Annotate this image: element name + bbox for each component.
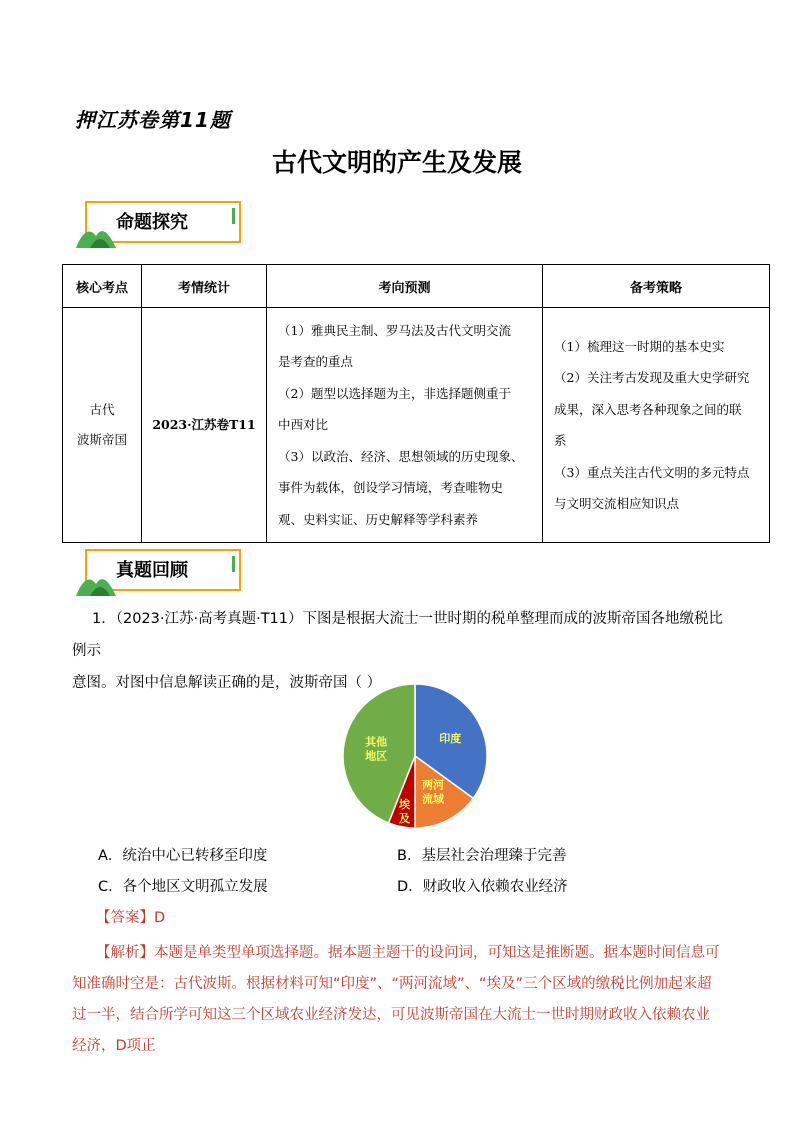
th-stat: 考情统计 (142, 265, 267, 308)
pie-label: 印度 (439, 732, 462, 746)
exam-table (62, 264, 770, 543)
forecast-line: 中西对比 (278, 417, 329, 433)
cell-core (63, 308, 142, 543)
strategy-line: 成果，深入思考各种现象之间的联 (554, 401, 742, 417)
pie-label: 地区 (365, 749, 388, 763)
option-a[interactable]: A．统治中心已转移至印度 (98, 848, 268, 864)
analysis-tag: 【解析】 (96, 945, 154, 961)
answer: 【答案】D (96, 910, 166, 926)
pie-label: 流域 (421, 792, 444, 806)
hills-icon (76, 566, 116, 596)
strategy-line: 与文明交流相应知识点 (554, 496, 680, 511)
section-header-explore (76, 196, 248, 248)
question-line: 1．（2023·江苏·高考真题·T11）下图是根据大流士一世时期的税单整理而成的波斯帝国各地缴税比例示 (72, 611, 724, 659)
pie-label: 及 (398, 812, 410, 826)
strategy-line: （2）关注考古发现及重大史学研究 (554, 370, 750, 385)
question-line: 意图。对图中信息解读正确的是，波斯帝国（ ） (72, 675, 382, 691)
option-c[interactable]: C．各个地区文明孤立发展 (98, 879, 268, 895)
table-row (63, 308, 770, 543)
section-label: 命题探究 (116, 212, 188, 233)
cell-strategy (543, 308, 770, 543)
core-line: 古代 (89, 402, 115, 417)
cell-stat: 2023·江苏卷T11 (142, 308, 267, 543)
table-header-row (63, 265, 770, 308)
forecast-line: （3）以政治、经济、思想领域的历史现象、 (278, 448, 524, 464)
forecast-line: 是考查的重点 (278, 354, 354, 370)
pie-label: 埃 (398, 798, 410, 812)
forecast-line: （2）题型以选择题为主，非选择题侧重于 (278, 385, 511, 401)
cell-forecast (267, 308, 543, 543)
strategy-line: 系 (554, 433, 567, 448)
th-core: 核心考点 (63, 265, 142, 308)
th-forecast: 考向预测 (267, 265, 543, 308)
tick-mark-icon (232, 208, 238, 224)
pie-chart (335, 676, 495, 836)
section-header-review (76, 544, 248, 596)
analysis (72, 938, 722, 1062)
forecast-line: 观、史料实证、历史解释等学科素养 (278, 511, 479, 527)
forecast-line: （1）雅典民主制、罗马法及古代文明交流 (278, 322, 511, 338)
option-b[interactable]: B．基层社会治理臻于完善 (397, 848, 567, 864)
forecast-line: 事件为载体，创设学习情境，考查唯物史 (278, 480, 504, 496)
hills-icon (76, 218, 116, 248)
pie-label: 其他 (365, 735, 388, 749)
option-d[interactable]: D．财政收入依赖农业经济 (397, 879, 568, 895)
tick-mark-icon (232, 556, 238, 572)
strategy-line: （3）重点关注古代文明的多元特点 (554, 464, 750, 480)
core-line: 波斯帝国 (76, 432, 127, 447)
kicker-title: 押江苏卷第11题 (75, 108, 231, 132)
analysis-text: 本题是单类型单项选择题。据本题主题干的设问词，可知这是推断题。据本题时间信息可知准确时空是：古代波斯。根据材料可知“印度”、“两河流域”、“埃及”三个区域的缴税比例加起来超过一半，结合所学可知这三个区域农业经济发达，可见波斯帝国在大流士一世时期财政收入依赖农业经济，D项正 (72, 945, 720, 1054)
pie-label: 两河 (421, 778, 444, 792)
page-title: 古代文明的产生及发展 (271, 148, 522, 177)
th-strategy: 备考策略 (543, 265, 770, 308)
section-label: 真题回顾 (116, 560, 188, 581)
strategy-line: （1）梳理这一时期的基本史实 (554, 338, 725, 354)
